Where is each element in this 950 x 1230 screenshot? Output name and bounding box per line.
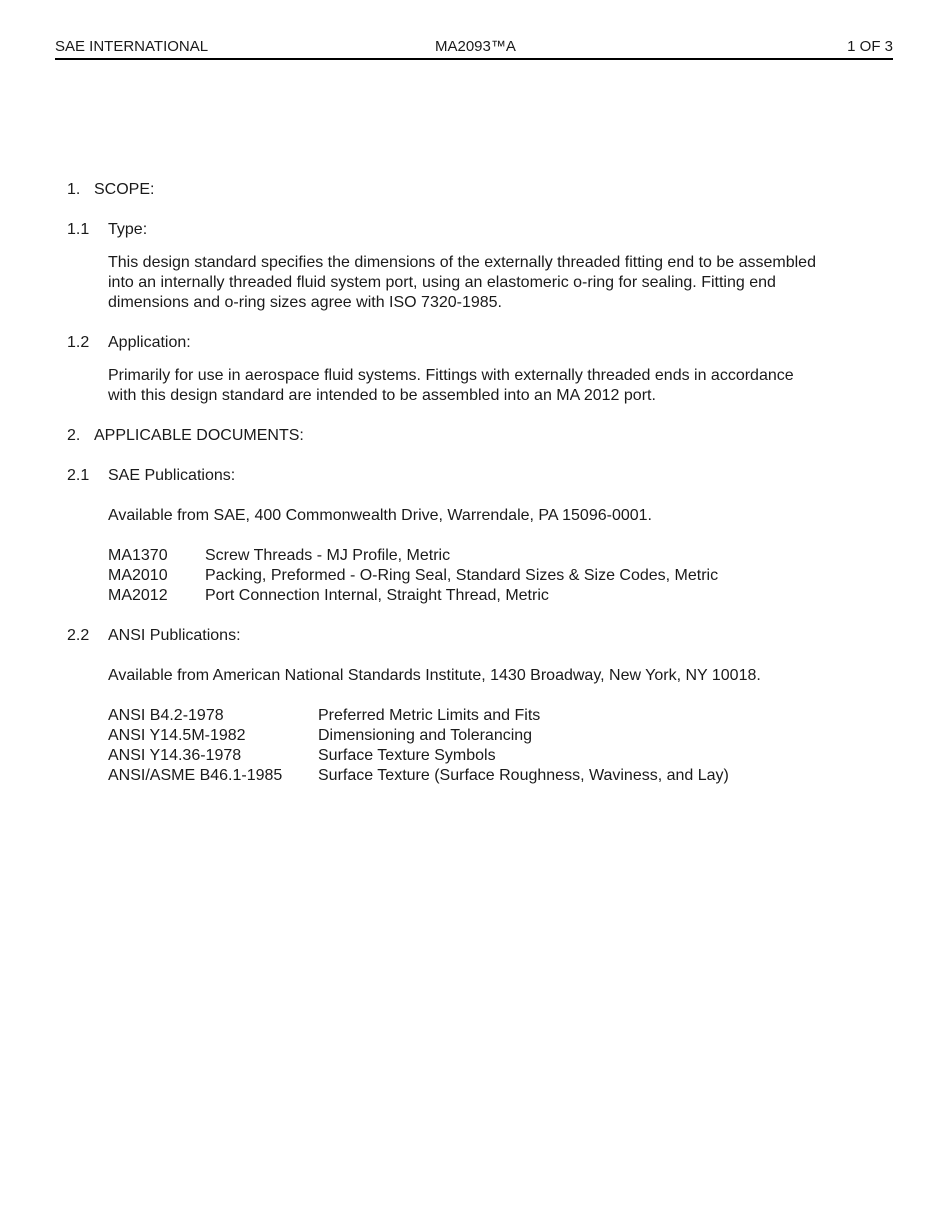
document-title: Dimensioning and Tolerancing xyxy=(318,727,533,744)
document-code: MA2010 xyxy=(108,567,168,584)
document-row xyxy=(108,546,867,566)
section-number: 2. xyxy=(67,427,81,444)
sae-document-list xyxy=(108,546,867,606)
header-document-number: MA2093™A xyxy=(435,38,516,55)
section-number: 2.2 xyxy=(67,627,90,644)
document-row xyxy=(108,746,867,766)
document-title: Port Connection Internal, Straight Thread, Metric xyxy=(205,587,549,604)
header-page-number: 1 OF 3 xyxy=(847,38,893,55)
section-number: 2.1 xyxy=(67,467,90,484)
document-code: ANSI Y14.5M-1982 xyxy=(108,727,246,744)
section-2-2-heading xyxy=(67,626,867,646)
document-row xyxy=(108,586,867,606)
ansi-availability: Available from American National Standards Institute, 1430 Broadway, New York, NY 10018. xyxy=(108,667,761,684)
document-title: Surface Texture (Surface Roughness, Waviness, and Lay) xyxy=(318,767,729,784)
section-title: ANSI Publications: xyxy=(108,627,241,644)
application-paragraph xyxy=(108,366,867,406)
document-title: Screw Threads - MJ Profile, Metric xyxy=(205,547,451,564)
section-1-heading xyxy=(67,180,867,200)
section-title: SAE Publications: xyxy=(108,467,236,484)
section-title: Application: xyxy=(108,334,191,351)
paragraph-line: Primarily for use in aerospace fluid systems. Fittings with externally threaded ends in accordance xyxy=(108,367,794,384)
document-code: ANSI/ASME B46.1-1985 xyxy=(108,767,283,784)
document-code: ANSI Y14.36-1978 xyxy=(108,747,242,764)
section-number: 1.1 xyxy=(67,221,90,238)
document-title: Preferred Metric Limits and Fits xyxy=(318,707,541,724)
document-title: Surface Texture Symbols xyxy=(318,747,496,764)
section-1-2-heading xyxy=(67,333,867,353)
ansi-document-list xyxy=(108,706,867,786)
document-row xyxy=(108,766,867,786)
sae-availability: Available from SAE, 400 Commonwealth Drive, Warrendale, PA 15096-0001. xyxy=(108,507,652,524)
paragraph-line: dimensions and o-ring sizes agree with ISO 7320-1985. xyxy=(108,294,502,311)
document-body xyxy=(67,180,867,786)
section-1-1-heading xyxy=(67,220,867,240)
section-number: 1. xyxy=(67,181,81,198)
document-row xyxy=(108,726,867,746)
header-organization: SAE INTERNATIONAL xyxy=(55,38,209,55)
paragraph-line: into an internally threaded fluid system port, using an elastomeric o-ring for sealing. Fitting end xyxy=(108,274,776,291)
section-2-1-heading xyxy=(67,466,867,486)
document-code: ANSI B4.2-1978 xyxy=(108,707,224,724)
document-code: MA2012 xyxy=(108,587,168,604)
paragraph-line: with this design standard are intended to be assembled into an MA 2012 port. xyxy=(108,387,656,404)
document-title: Packing, Preformed - O-Ring Seal, Standard Sizes & Size Codes, Metric xyxy=(205,567,719,584)
page-header xyxy=(55,38,893,60)
paragraph-line: This design standard specifies the dimensions of the externally threaded fitting end to be assembled xyxy=(108,254,816,271)
section-title: SCOPE: xyxy=(94,181,155,198)
section-title: APPLICABLE DOCUMENTS: xyxy=(94,427,304,444)
type-paragraph xyxy=(108,253,867,313)
document-row xyxy=(108,706,867,726)
section-title: Type: xyxy=(108,221,148,238)
section-2-heading xyxy=(67,426,867,446)
section-number: 1.2 xyxy=(67,334,90,351)
document-row xyxy=(108,566,867,586)
document-code: MA1370 xyxy=(108,547,168,564)
